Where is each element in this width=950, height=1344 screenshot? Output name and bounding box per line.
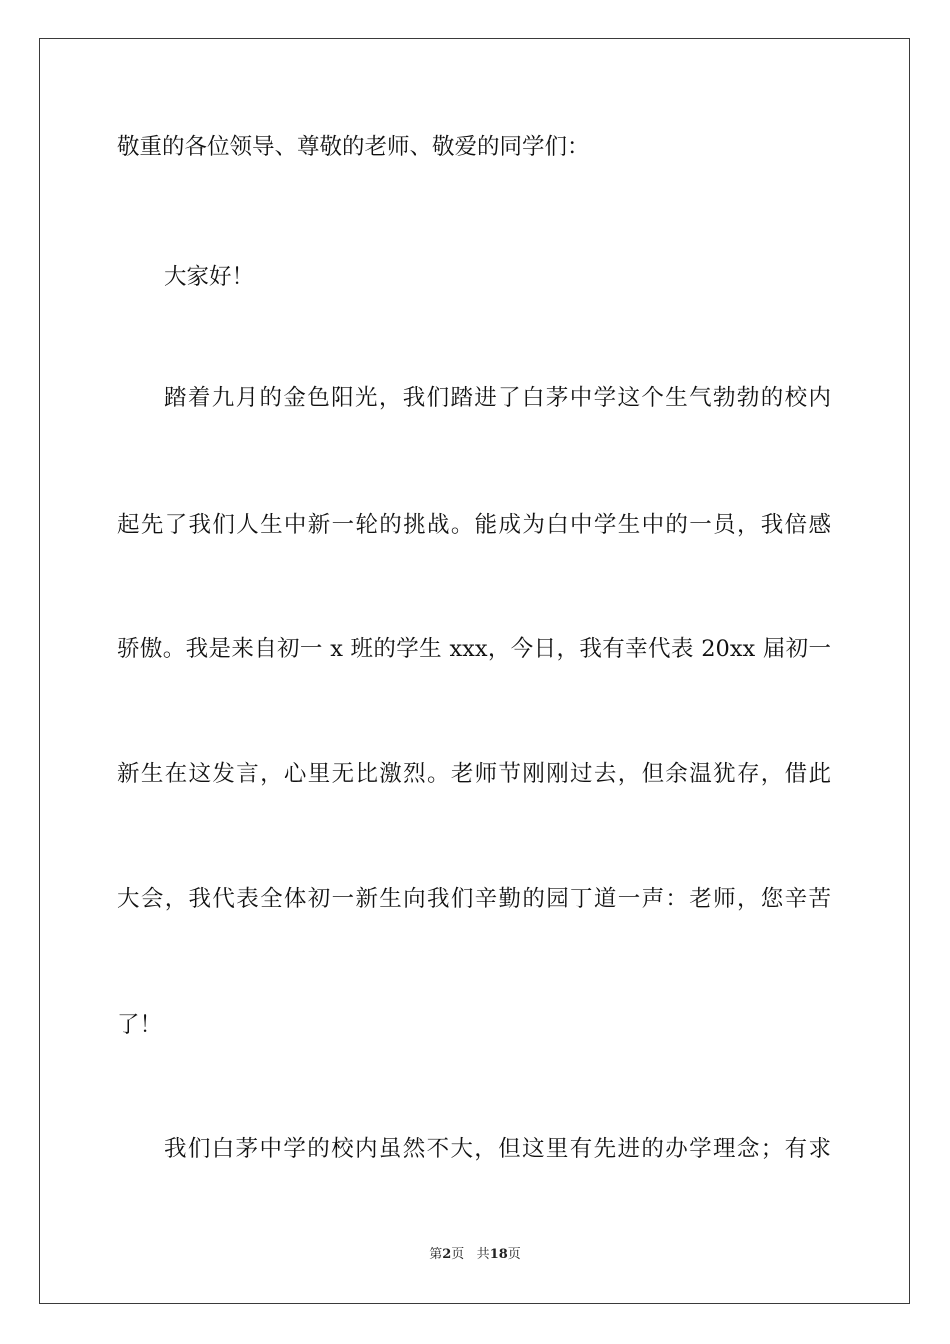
footer-total-prefix: 共: [476, 1247, 490, 1262]
page-footer: [0, 1246, 950, 1264]
footer-page-suffix: 页: [451, 1247, 465, 1262]
footer-page-prefix: 第: [429, 1247, 443, 1262]
paragraph-2-line-1: 我们白茅中学的校内虽然不大，但这里有先进的办学理念；有求: [164, 1136, 831, 1162]
salutation-line: 敬重的各位领导、尊敬的老师、敬爱的同学们：: [117, 134, 590, 160]
footer-page-number: 2: [442, 1247, 452, 1262]
footer-total-suffix: 页: [507, 1247, 521, 1262]
paragraph-1-line-5: 大会，我代表全体初一新生向我们辛勤的园丁道一声：老师，您辛苦: [117, 886, 831, 912]
greeting-line: 大家好！: [164, 264, 255, 290]
paragraph-1-line-4: 新生在这发言，心里无比激烈。老师节刚刚过去，但余温犹存，借此: [117, 761, 831, 787]
paragraph-1-line-3: 骄傲。我是来自初一 x 班的学生 xxx，今日，我有幸代表 20xx 届初一: [117, 636, 831, 662]
footer-total-pages: 18: [489, 1247, 508, 1262]
paragraph-1-line-1: 踏着九月的金色阳光，我们踏进了白茅中学这个生气勃勃的校内: [164, 385, 831, 411]
paragraph-1-line-6: 了！: [117, 1012, 163, 1038]
paragraph-1-line-2: 起先了我们人生中新一轮的挑战。能成为白中学生中的一员，我倍感: [117, 512, 831, 538]
page-border: [39, 38, 910, 1304]
